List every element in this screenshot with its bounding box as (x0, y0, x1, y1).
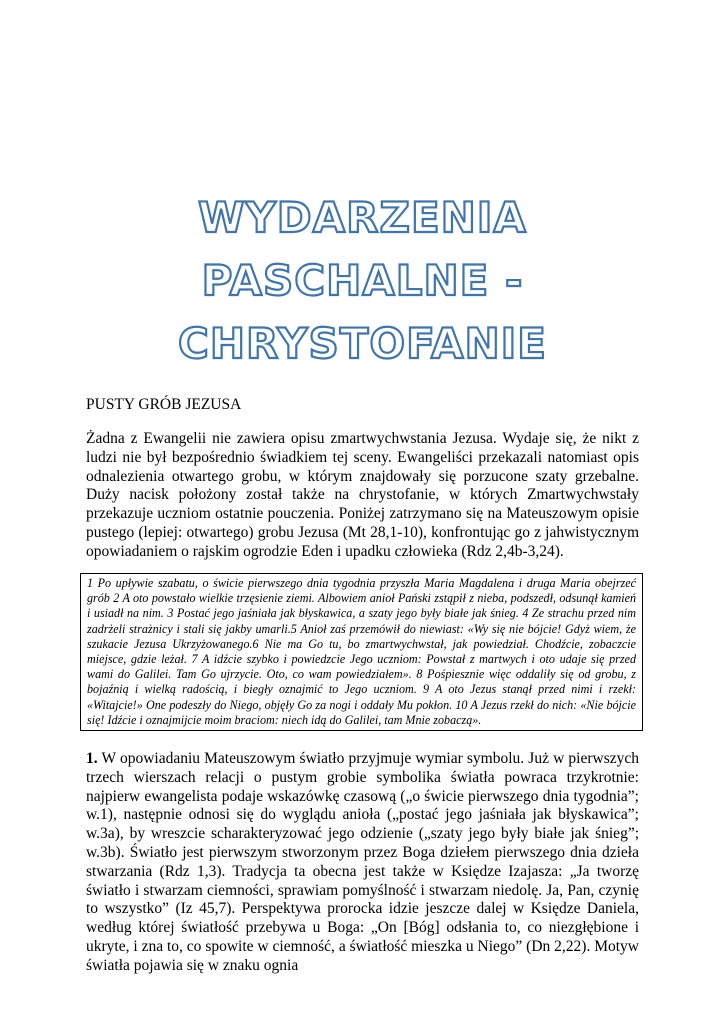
scripture-text: 1 Po upływie szabatu, o świcie pierwszego dnia tygodnia przyszła Maria Magdalena i druga Maria obejrzeć grób 2 A oto powstało wielkie trzęsienie ziemi. Albowiem anioł Pański zstąpił z nieba, podszedł, odsunął kamień i usiadł na nim. 3 Postać jego jaśniała jak błyskawica, a szaty jego były białe jak śnieg. 4 Ze strachu przed nim zadrżeli strażnicy i stali się jakby umarli.5 Anioł zaś przemówił do niewiast: «Wy się nie bójcie! Gdyż wiem, że szukacie Jezusa Ukrzyżowanego.6 Nie ma Go tu, bo zmartwychwstał, jak powiedział. Chodźcie, zobaczcie miejsce, gdzie leżał. 7 A idźcie szybko i powiedzcie Jego uczniom: Powstał z martwych i oto udaje się przed wami do Galilei. Tam Go ujrzycie. Oto, co wam powiedziałem». 8 Pośpiesznie więc oddaliły się od grobu, z bojaźnią i wielką radością, i biegły oznajmić to Jego uczniom. 9 A oto Jezus stanął przed nimi i rzekł: «Witajcie!» One podeszły do Niego, objęły Go za nogi i oddały Mu pokłon. 10 A Jezus rzekł do nich: «Nie bójcie się! Idźcie i oznajmijcie moim braciom: niech idą do Galilei, tam Mnie zobaczą». (87, 576, 636, 727)
title-line-3: CHRYSTOFANIE (178, 319, 547, 368)
scripture-quote-box (80, 573, 643, 731)
commentary-paragraph (86, 750, 639, 976)
commentary-number: 1. (86, 750, 98, 767)
document-title (60, 186, 665, 375)
title-line-2: PASCHALNE - (201, 256, 524, 305)
title-line-1: WYDARZENIA (198, 193, 527, 242)
section-heading: PUSTY GRÓB JEZUSA (86, 396, 242, 413)
commentary-text: W opowiadaniu Mateuszowym światło przyjmuje wymiar symbolu. Już w pierwszych trzech wierszach relacji o pustym grobie symbolika światła powraca trzykrotnie: najpierw ewangelista podaje wskazówkę czasową („o świcie pierwszego dnia tygodnia”; w.1), następnie odnosi się do wyglądu anioła („postać jego jaśniała jak błyskawica”; w.3a), by wreszcie scharakteryzować jego odzienie („szaty jego były białe jak śnieg”; w.3b). Światło jest pierwszym stworzonym przez Boga dziełem pierwszego dnia dzieła stwarzania (Rdz 1,3). Tradycja ta obecna jest także w Księdze Izajasza: „Ja tworzę światło i stwarzam ciemności, sprawiam pomyślność i stwarzam niedolę. Ja, Pan, czynię to wszystko” (Iz 45,7). Perspektywa prorocka idzie jeszcze dalej w Księdze Daniela, według której światłość przebywa u Boga: „On [Bóg] odsłania to, co niezgłębione i ukryte, i zna to, co spowite w ciemność, a światłość mieszka u Niego” (Dn 2,22). Motyw światła pojawia się w znaku ognia (86, 750, 639, 974)
intro-paragraph: Żadna z Ewangelii nie zawiera opisu zmartwychwstania Jezusa. Wydaje się, że nikt z ludzi nie był bezpośrednio świadkiem tej sceny. Ewangeliści przekazali natomiast opis odnalezienia otwartego grobu, w którym znajdowały się porzucone szaty grzebalne. Duży nacisk położony został także na chrystofanie, w których Zmartwychwstały przekazuje uczniom ostatnie pouczenia. Poniżej zatrzymano się na Mateuszowym opisie pustego (lepiej: otwartego) grobu Jezusa (Mt 28,1-10), konfrontując go z jahwistycznym opowiadaniem o rajskim ogrodzie Eden i upadku człowieka (Rdz 2,4b-3,24). (86, 430, 639, 560)
